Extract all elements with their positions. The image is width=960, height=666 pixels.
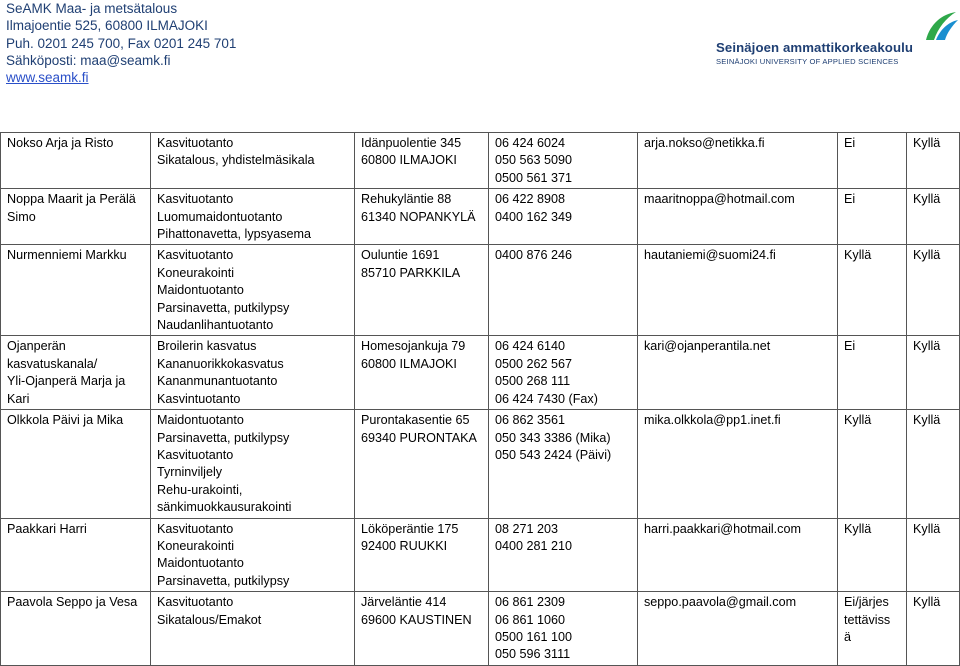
email-cell-text[interactable]: mika.olkkola@pp1.inet.fi <box>644 413 781 428</box>
address-cell-line: Purontakasentie 65 <box>361 413 470 428</box>
answer-b-cell-text: Kyllä <box>913 521 941 536</box>
production-cell-line: Tyrninviljely <box>157 465 223 480</box>
phone-cell-line: 06 422 8908 <box>495 192 566 207</box>
answer-a-cell <box>838 336 907 410</box>
address-cell <box>355 336 489 410</box>
answer-b-cell-text: Kyllä <box>913 248 941 263</box>
website-link[interactable]: www.seamk.fi <box>6 70 89 86</box>
phone-cell-line: 06 424 6024 <box>495 136 566 150</box>
address-cell <box>355 592 489 666</box>
farm-name-cell-line: Noppa Maarit ja Perälä <box>7 192 136 207</box>
phone-cell <box>489 245 638 336</box>
answer-b-cell <box>907 189 960 245</box>
production-cell-line: Kasvituotanto <box>157 521 234 536</box>
farm-name-cell <box>1 189 151 245</box>
production-cell-line: Kasvintuotanto <box>157 391 241 406</box>
production-cell-line: Maidontuotanto <box>157 556 244 571</box>
production-cell-line: Kasvituotanto <box>157 595 234 610</box>
answer-a-cell <box>838 410 907 518</box>
answer-b-cell-text: Kyllä <box>913 339 941 354</box>
answer-a-cell-line: Ei <box>844 339 856 354</box>
email-cell <box>638 336 838 410</box>
phone-cell-line: 08 271 203 <box>495 521 559 536</box>
email-cell <box>638 245 838 336</box>
production-cell-line: Kasvituotanto <box>157 136 234 150</box>
answer-b-cell <box>907 245 960 336</box>
phone-cell-line: 0400 876 246 <box>495 248 573 263</box>
phone-cell-line: 0500 262 567 <box>495 356 573 371</box>
answer-a-cell-line: Kyllä <box>844 413 872 428</box>
production-cell-line: Sikatalous, yhdistelmäsikala <box>157 153 315 168</box>
table-row <box>1 133 960 189</box>
table-row <box>1 189 960 245</box>
farm-name-cell <box>1 410 151 518</box>
address-cell-line: Järveläntie 414 <box>361 595 447 610</box>
address-cell-line: 92400 RUUKKI <box>361 538 448 553</box>
org-name: SeAMK Maa- ja metsätalous <box>6 1 178 16</box>
farm-name-cell <box>1 336 151 410</box>
production-cell-line: Parsinavetta, putkilypsy <box>157 430 290 445</box>
org-phone-fax: Puh. 0201 245 700, Fax 0201 245 701 <box>6 35 237 51</box>
phone-cell-line: 06 862 3561 <box>495 413 566 428</box>
table-row <box>1 518 960 592</box>
production-cell-line: Rehu-urakointi, <box>157 482 243 497</box>
answer-a-cell <box>838 189 907 245</box>
production-cell-line: Kananmunantuotanto <box>157 374 278 389</box>
farm-name-cell <box>1 245 151 336</box>
farm-name-cell-line: Ojanperän <box>7 339 66 354</box>
answer-a-cell-line: Ei/järjes <box>844 595 889 610</box>
email-cell-text[interactable]: arja.nokso@netikka.fi <box>644 136 765 150</box>
address-cell <box>355 245 489 336</box>
farm-name-cell-line: Simo <box>7 209 36 224</box>
answer-a-cell <box>838 518 907 592</box>
table-row <box>1 410 960 518</box>
phone-cell-line: 06 424 6140 <box>495 339 566 354</box>
production-cell <box>151 189 355 245</box>
production-cell <box>151 592 355 666</box>
address-cell <box>355 133 489 189</box>
address-cell <box>355 189 489 245</box>
answer-b-cell <box>907 336 960 410</box>
email-cell-text[interactable]: kari@ojanperantila.net <box>644 339 771 354</box>
phone-cell <box>489 336 638 410</box>
letterhead <box>6 0 236 86</box>
farm-name-cell-line: kasvatuskanala/ <box>7 356 98 371</box>
farm-name-cell-line: Paavola Seppo ja Vesa <box>7 595 138 610</box>
table-row <box>1 245 960 336</box>
farm-name-cell <box>1 592 151 666</box>
address-cell-line: Rehukyläntie 88 <box>361 192 452 207</box>
production-cell-line: Kananuorikkokasvatus <box>157 356 284 371</box>
answer-b-cell <box>907 518 960 592</box>
phone-cell-line: 050 343 3386 (Mika) <box>495 430 611 445</box>
answer-a-cell-line: Ei <box>844 192 856 207</box>
answer-a-cell-line: Kyllä <box>844 248 872 263</box>
answer-b-cell-text: Kyllä <box>913 136 941 150</box>
answer-a-cell <box>838 133 907 189</box>
production-cell-line: sänkimuokkausurakointi <box>157 500 292 515</box>
farm-name-cell <box>1 133 151 189</box>
table-row <box>1 592 960 666</box>
phone-cell <box>489 189 638 245</box>
phone-cell-line: 0400 281 210 <box>495 538 573 553</box>
address-cell-line: Ouluntie 1691 <box>361 248 440 263</box>
production-cell-line: Maidontuotanto <box>157 283 244 298</box>
farm-name-cell-line: Paakkari Harri <box>7 521 87 536</box>
org-address: Ilmajoentie 525, 60800 ILMAJOKI <box>6 18 208 34</box>
email-cell <box>638 133 838 189</box>
address-cell-line: Lököperäntie 175 <box>361 521 459 536</box>
answer-a-cell-line: tettäviss <box>844 612 891 627</box>
production-cell-line: Kasvituotanto <box>157 248 234 263</box>
answer-a-cell-line: ä <box>844 629 852 644</box>
farm-contacts-table <box>0 132 960 666</box>
email-cell <box>638 410 838 518</box>
address-cell-line: 60800 ILMAJOKI <box>361 153 457 168</box>
address-cell-line: Idänpuolentie 345 <box>361 136 462 150</box>
production-cell <box>151 518 355 592</box>
answer-a-cell <box>838 592 907 666</box>
production-cell-line: Kasvituotanto <box>157 447 234 462</box>
production-cell-line: Broilerin kasvatus <box>157 339 257 354</box>
production-cell <box>151 245 355 336</box>
answer-b-cell-text: Kyllä <box>913 413 941 428</box>
address-cell-line: 60800 ILMAJOKI <box>361 356 457 371</box>
address-cell-line: 69340 PURONTAKA <box>361 430 477 445</box>
answer-b-cell <box>907 133 960 189</box>
farm-name-cell-line: Nokso Arja ja Risto <box>7 136 114 150</box>
address-cell-line: 85710 PARKKILA <box>361 265 461 280</box>
phone-cell-line: 06 861 1060 <box>495 612 566 627</box>
production-cell <box>151 336 355 410</box>
production-cell-line: Maidontuotanto <box>157 413 244 428</box>
phone-cell-line: 0500 161 100 <box>495 629 573 644</box>
answer-b-cell-text: Kyllä <box>913 595 941 610</box>
production-cell <box>151 410 355 518</box>
email-cell-text[interactable]: harri.paakkari@hotmail.com <box>644 521 801 536</box>
production-cell-line: Sikatalous/Emakot <box>157 612 262 627</box>
org-email: Sähköposti: maa@seamk.fi <box>6 52 171 68</box>
email-cell-text[interactable]: seppo.paavola@gmail.com <box>644 595 797 610</box>
farm-name-cell <box>1 518 151 592</box>
logo-subtitle: SEINÄJOKI UNIVERSITY OF APPLIED SCIENCES <box>716 57 899 66</box>
farm-name-cell-line: Nurmenniemi Markku <box>7 248 127 263</box>
production-cell-line: Naudanlihantuotanto <box>157 318 274 333</box>
answer-a-cell-line: Ei <box>844 136 856 150</box>
phone-cell-line: 06 861 2309 <box>495 595 566 610</box>
production-cell-line: Koneurakointi <box>157 538 235 553</box>
farm-name-cell-line: Yli-Ojanperä Marja ja <box>7 374 126 389</box>
production-cell-line: Parsinavetta, putkilypsy <box>157 300 290 315</box>
answer-a-cell <box>838 245 907 336</box>
phone-cell-line: 050 543 2424 (Päivi) <box>495 447 612 462</box>
phone-cell <box>489 410 638 518</box>
production-cell-line: Koneurakointi <box>157 265 235 280</box>
address-cell-line: 61340 NOPANKYLÄ <box>361 209 476 224</box>
phone-cell-line: 0500 561 371 <box>495 170 573 185</box>
phone-cell-line: 0500 268 111 <box>495 374 571 389</box>
address-cell-line: 69600 KAUSTINEN <box>361 612 472 627</box>
production-cell-line: Pihattonavetta, lypsyasema <box>157 227 312 242</box>
logo-swoosh-icon <box>920 10 958 42</box>
production-cell-line: Parsinavetta, putkilypsy <box>157 573 290 588</box>
email-cell <box>638 518 838 592</box>
answer-b-cell-text: Kyllä <box>913 192 941 207</box>
logo-name: Seinäjoen ammattikorkeakoulu <box>716 40 914 55</box>
email-cell <box>638 189 838 245</box>
production-cell-line: Luomumaidontuotanto <box>157 209 283 224</box>
answer-b-cell <box>907 592 960 666</box>
production-cell-line: Kasvituotanto <box>157 192 234 207</box>
email-cell <box>638 592 838 666</box>
address-cell <box>355 518 489 592</box>
phone-cell-line: 0400 162 349 <box>495 209 573 224</box>
farm-name-cell-line: Kari <box>7 391 30 406</box>
answer-b-cell <box>907 410 960 518</box>
phone-cell-line: 06 424 7430 (Fax) <box>495 391 598 406</box>
university-logo <box>716 10 956 72</box>
email-cell-text[interactable]: hautaniemi@suomi24.fi <box>644 248 776 263</box>
phone-cell <box>489 133 638 189</box>
phone-cell-line: 050 563 5090 <box>495 153 573 168</box>
address-cell-line: Homesojankuja 79 <box>361 339 466 354</box>
table-row <box>1 336 960 410</box>
phone-cell-line: 050 596 3111 <box>495 647 571 662</box>
phone-cell <box>489 592 638 666</box>
email-cell-text[interactable]: maaritnoppa@hotmail.com <box>644 192 795 207</box>
answer-a-cell-line: Kyllä <box>844 521 872 536</box>
farm-name-cell-line: Olkkola Päivi ja Mika <box>7 413 124 428</box>
address-cell <box>355 410 489 518</box>
production-cell <box>151 133 355 189</box>
phone-cell <box>489 518 638 592</box>
